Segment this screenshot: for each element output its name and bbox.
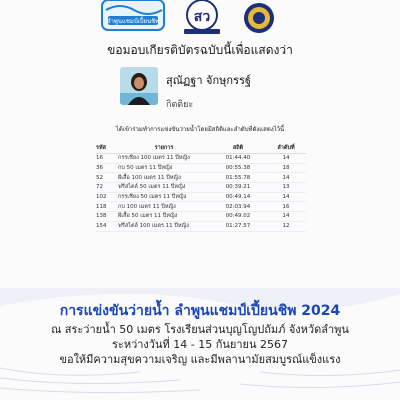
cell-code: 118 [96,203,107,210]
swimmer-photo [120,67,158,105]
swimmer-subtitle: กิตติยะ [166,100,194,110]
competition-title: การแข่งขันว่ายน้ำ ลำพูนแชมป์เปี้ยนชิพ 2024 [59,303,341,319]
table-row [96,164,306,174]
cell-event: ฟรีสไตล์ 100 เมตร 11 ปีหญิง [118,223,189,230]
intro-text: ได้เข้าร่วมทำการแข่งขันว่ายน้ำโดยมีสถิติและลำดับที่ดังแสดงไว้นี้ [115,126,285,133]
venue-text: ณ สระว่ายน้ำ 50 เมตร โรงเรียนส่วนบุญโญปถัมภ์ จังหวัดลำพูน [51,323,349,336]
certificate-heading: ขอมอบเกียรติบัตรฉบับนี้เพื่อแสดงว่า [107,43,293,57]
table-row [96,202,306,212]
cell-time: 02:03.94 [225,203,251,210]
cell-event: ผีเสื้อ 100 เมตร 11 ปีหญิง [118,174,181,181]
cell-rank: 18 [282,165,290,172]
table-row [96,193,306,203]
cell-code: 102 [96,194,107,201]
table-row [96,222,306,232]
cell-time: 00:49.02 [225,213,251,220]
cell-event: กบ 100 เมตร 11 ปีหญิง [118,203,176,210]
cell-time: 00:39.21 [225,184,251,191]
table-row [96,212,306,222]
cell-rank: 14 [282,174,290,181]
cell-code: 138 [96,213,107,220]
cell-time: 01:55.78 [225,174,251,181]
table-body [96,154,306,232]
logo-mid-text: สว [193,9,211,25]
logo-row [0,0,400,40]
cell-rank: 14 [282,194,290,201]
cell-code: 36 [96,165,103,172]
results-table [96,142,306,232]
swimmer-name: สุณัฏฐา จักษุกรรฐ์ [166,74,251,87]
cell-event: กบ 50 เมตร 11 ปีหญิง [118,165,173,172]
table-row [96,183,306,193]
cell-event: ผีเสื้อ 50 เมตร 11 ปีหญิง [118,213,178,220]
cell-code: 154 [96,223,107,230]
cell-time: 01:44.40 [225,155,251,162]
cell-time: 00:49.14 [225,194,251,201]
table-header [96,142,306,154]
header-rank: ลำดับที่ [277,144,295,151]
cell-rank: 14 [282,155,290,162]
cell-time: 00:55.38 [225,165,251,172]
school-emblem-logo [178,0,226,36]
cell-event: กรรเชียง 100 เมตร 11 ปีหญิง [118,155,190,162]
cell-rank: 14 [282,213,290,220]
header-event: รายการ [154,144,174,151]
cell-event: ฟรีสไตล์ 50 เมตร 11 ปีหญิง [118,184,186,191]
cell-rank: 12 [282,223,290,230]
header-code: รหัส [96,144,106,151]
cell-code: 16 [96,155,103,162]
logo-left-text: ลำพูนแชมป์เปี้ยนชิพ [106,18,160,25]
cell-code: 72 [96,184,103,191]
cell-time: 01:27.57 [225,223,251,230]
club-emblem-logo [240,2,278,36]
cell-code: 52 [96,174,103,181]
date-text: ระหว่างวันที่ 14 - 15 กันยายน 2567 [112,338,288,351]
wish-text: ขอให้มีความสุขความเจริญ และมีพลานามัยสมบูรณ์แข็งแรง [59,353,341,366]
cell-rank: 16 [282,203,290,210]
lamphun-championship-logo [100,0,166,34]
table-row [96,173,306,183]
header-time: สถิติ [232,144,244,151]
cell-rank: 13 [282,184,290,191]
table-row [96,154,306,164]
cell-event: กรรเชียง 50 เมตร 11 ปีหญิง [118,194,187,201]
